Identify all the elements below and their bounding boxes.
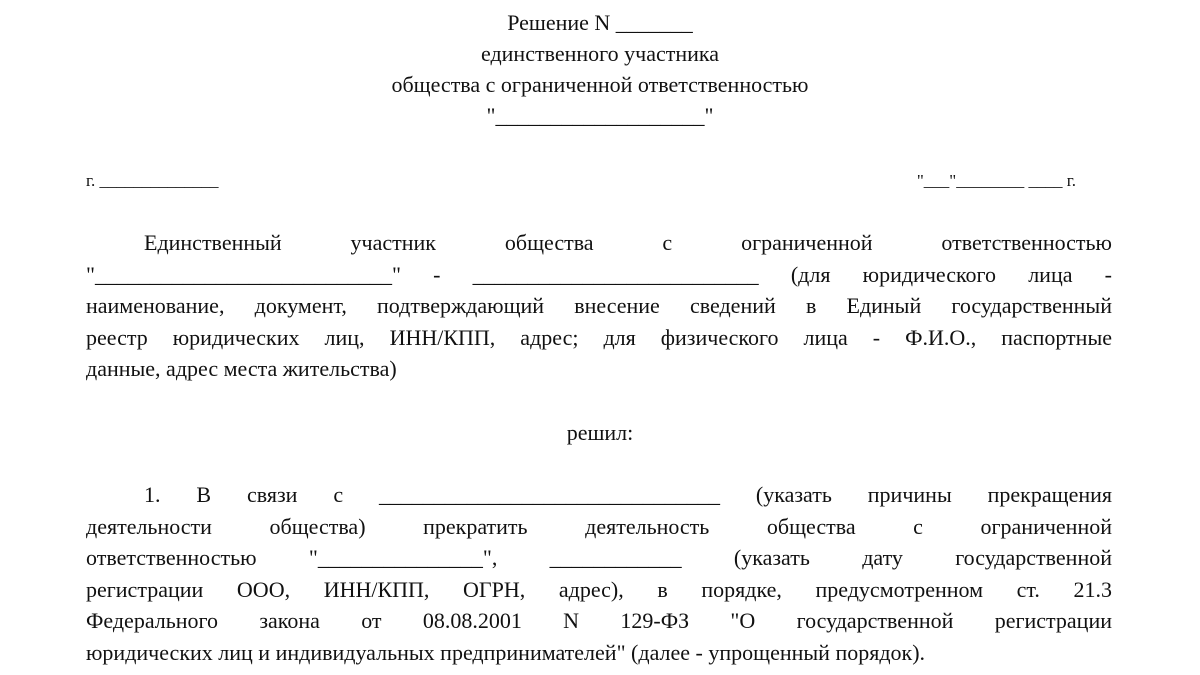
paragraph-line: реестр юридических лиц, ИНН/КПП, адрес; для физического лица - Ф.И.О., паспортные (86, 324, 1112, 350)
decision-subtitle-company-type: общества с ограниченной ответственностью (391, 72, 809, 97)
date-blank: "___"________ ____ г. (916, 171, 1076, 190)
paragraph-line: Федерального закона от 08.08.2001 N 129-ФЗ "О государственной регистрации (86, 608, 1112, 633)
paragraph-line: Единственный участник общества с ограниченной ответственностью (144, 230, 1112, 255)
decision-item-1 (86, 479, 1112, 668)
city-blank: г. ______________ (86, 171, 219, 190)
company-name-blank: "___________________" (486, 103, 714, 128)
paragraph-line: "___________________________" - __________________________ (для юридического лица - (86, 261, 1112, 287)
participant-paragraph (86, 227, 1112, 385)
paragraph-line: данные, адрес места жительства) (86, 356, 397, 381)
paragraph-line: наименование, документ, подтверждающий внесение сведений в Единый государственный (86, 293, 1112, 318)
paragraph-line: регистрации ООО, ИНН/КПП, ОГРН, адрес), в порядке, предусмотренном ст. 21.3 (86, 576, 1112, 602)
decision-title: Решение N _______ (507, 10, 693, 35)
resolved-heading: решил: (566, 420, 634, 445)
paragraph-line: 1. В связи с _______________________________ (указать причины прекращения (144, 482, 1112, 507)
paragraph-line: деятельности общества) прекратить деятельность общества с ограниченной (86, 513, 1112, 539)
decision-subtitle-participant: единственного участника (480, 41, 719, 66)
paragraph-line: ответственностью "_______________", ____________ (указать дату государственной (86, 545, 1112, 570)
paragraph-line: юридических лиц и индивидуальных предпринимателей" (далее - упрощенный порядок). (86, 639, 926, 665)
